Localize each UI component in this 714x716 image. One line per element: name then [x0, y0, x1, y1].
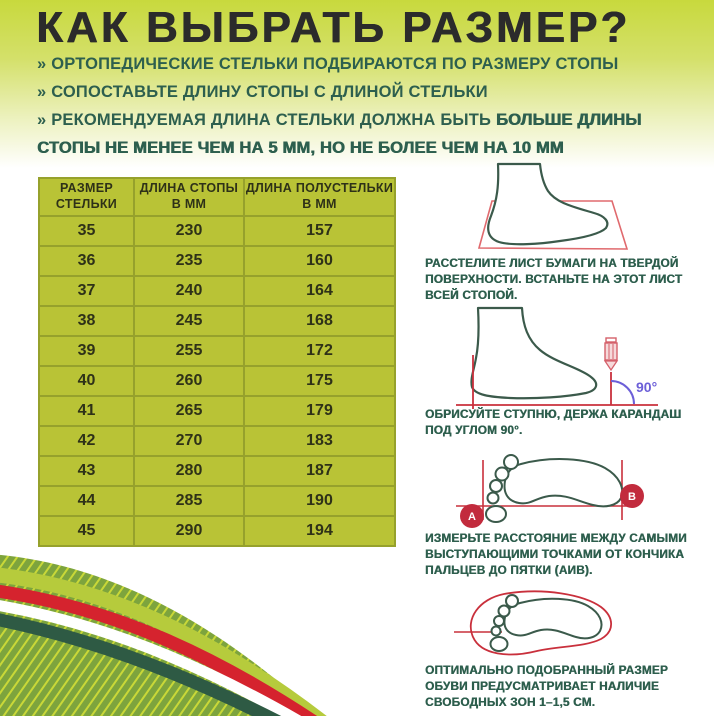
table-cell: 230 — [134, 216, 244, 246]
table-row — [39, 456, 395, 486]
table-cell: 235 — [134, 246, 244, 276]
table-cell: 43 — [39, 456, 134, 486]
table-cell: 245 — [134, 306, 244, 336]
table-cell: 187 — [244, 456, 395, 486]
table-cell: 179 — [244, 396, 395, 426]
intro-bullet-list — [37, 50, 687, 162]
table-row — [39, 426, 395, 456]
table-cell: 265 — [134, 396, 244, 426]
bullet-text: СОПОСТАВЬТЕ ДЛИНУ СТОПЫ С ДЛИНОЙ СТЕЛЬКИ — [51, 83, 488, 101]
table-cell: 255 — [134, 336, 244, 366]
measure-footprint-icon — [435, 448, 667, 534]
insole-size-table — [38, 177, 396, 547]
table-cell: 175 — [244, 366, 395, 396]
table-cell: 190 — [244, 486, 395, 516]
size-table-body — [39, 216, 395, 546]
table-header-cell: РАЗМЕР СТЕЛЬКИ — [39, 178, 134, 216]
point-b-label: В — [628, 491, 636, 503]
bullet-text: РЕКОМЕНДУЕМАЯ ДЛИНА СТЕЛЬКИ ДОЛЖНА БЫТЬ — [51, 111, 496, 129]
foot-on-paper-icon — [446, 158, 656, 255]
table-cell: 38 — [39, 306, 134, 336]
bullet-item — [37, 78, 687, 106]
bullet-item — [37, 50, 687, 78]
table-cell: 35 — [39, 216, 134, 246]
table-cell: 45 — [39, 516, 134, 546]
point-a-label: А — [468, 511, 476, 523]
table-cell: 160 — [244, 246, 395, 276]
table-row — [39, 336, 395, 366]
table-cell: 168 — [244, 306, 395, 336]
step-text: ОПТИМАЛЬНО ПОДОБРАННЫЙ РАЗМЕР ОБУВИ ПРЕДУСМАТРИВАЕТ НАЛИЧИЕ СВОБОДНЫХ ЗОН 1–1,5 СМ. — [425, 663, 668, 709]
bullet-text: ОРТОПЕДИЧЕСКИЕ СТЕЛЬКИ ПОДБИРАЮТСЯ ПО РАЗМЕРУ СТОПЫ — [51, 55, 619, 73]
pencil-icon — [605, 338, 617, 370]
table-row — [39, 276, 395, 306]
bullet-text-emphasis: БОЛЬШЕ ДЛИНЫ СТОПЫ НЕ МЕНЕЕ ЧЕМ НА 5 ММ, НО НЕ БОЛЕЕ ЧЕМ НА 10 ММ — [37, 111, 642, 157]
table-cell: 40 — [39, 366, 134, 396]
table-cell: 260 — [134, 366, 244, 396]
bullet-marker: » — [37, 55, 47, 73]
table-cell: 42 — [39, 426, 134, 456]
table-header-row — [39, 178, 395, 216]
table-row — [39, 246, 395, 276]
footprint-in-insole-icon — [446, 588, 636, 664]
table-cell: 290 — [134, 516, 244, 546]
table-row — [39, 486, 395, 516]
table-row — [39, 306, 395, 336]
table-cell: 37 — [39, 276, 134, 306]
table-row — [39, 396, 395, 426]
table-cell: 172 — [244, 336, 395, 366]
table-header-cell: ДЛИНА СТОПЫ В ММ — [134, 178, 244, 216]
page-title: КАК ВЫБРАТЬ РАЗМЕР? — [36, 3, 631, 52]
trace-foot-with-pencil-icon — [438, 300, 688, 412]
table-cell: 36 — [39, 246, 134, 276]
table-cell: 285 — [134, 486, 244, 516]
bullet-marker: » — [37, 83, 47, 101]
table-cell: 183 — [244, 426, 395, 456]
wave-decoration — [0, 538, 440, 716]
step-text: РАССТЕЛИТЕ ЛИСТ БУМАГИ НА ТВЕРДОЙ ПОВЕРХНОСТИ. ВСТАНЬТЕ НА ЭТОТ ЛИСТ ВСЕЙ СТОПОЙ. — [425, 256, 683, 302]
angle-label: 90° — [636, 379, 658, 395]
table-cell: 240 — [134, 276, 244, 306]
bullet-item — [37, 106, 687, 162]
table-cell: 164 — [244, 276, 395, 306]
table-cell: 44 — [39, 486, 134, 516]
table-cell: 157 — [244, 216, 395, 246]
table-header-cell: ДЛИНА ПОЛУСТЕЛЬКИ В ММ — [244, 178, 395, 216]
step-text: ИЗМЕРЬТЕ РАССТОЯНИЕ МЕЖДУ САМЫМИ ВЫСТУПАЮЩИМИ ТОЧКАМИ ОТ КОНЧИКА ПАЛЬЦЕВ ДО ПЯТКИ (АИВ). — [425, 531, 687, 577]
bullet-marker: » — [37, 111, 47, 129]
step-text: ОБРИСУЙТЕ СТУПНЮ, ДЕРЖА КАРАНДАШ ПОД УГЛОМ 90°. — [425, 407, 682, 437]
table-row — [39, 366, 395, 396]
table-cell: 280 — [134, 456, 244, 486]
table-cell: 194 — [244, 516, 395, 546]
table-cell: 41 — [39, 396, 134, 426]
table-cell: 270 — [134, 426, 244, 456]
table-row — [39, 216, 395, 246]
table-cell: 39 — [39, 336, 134, 366]
